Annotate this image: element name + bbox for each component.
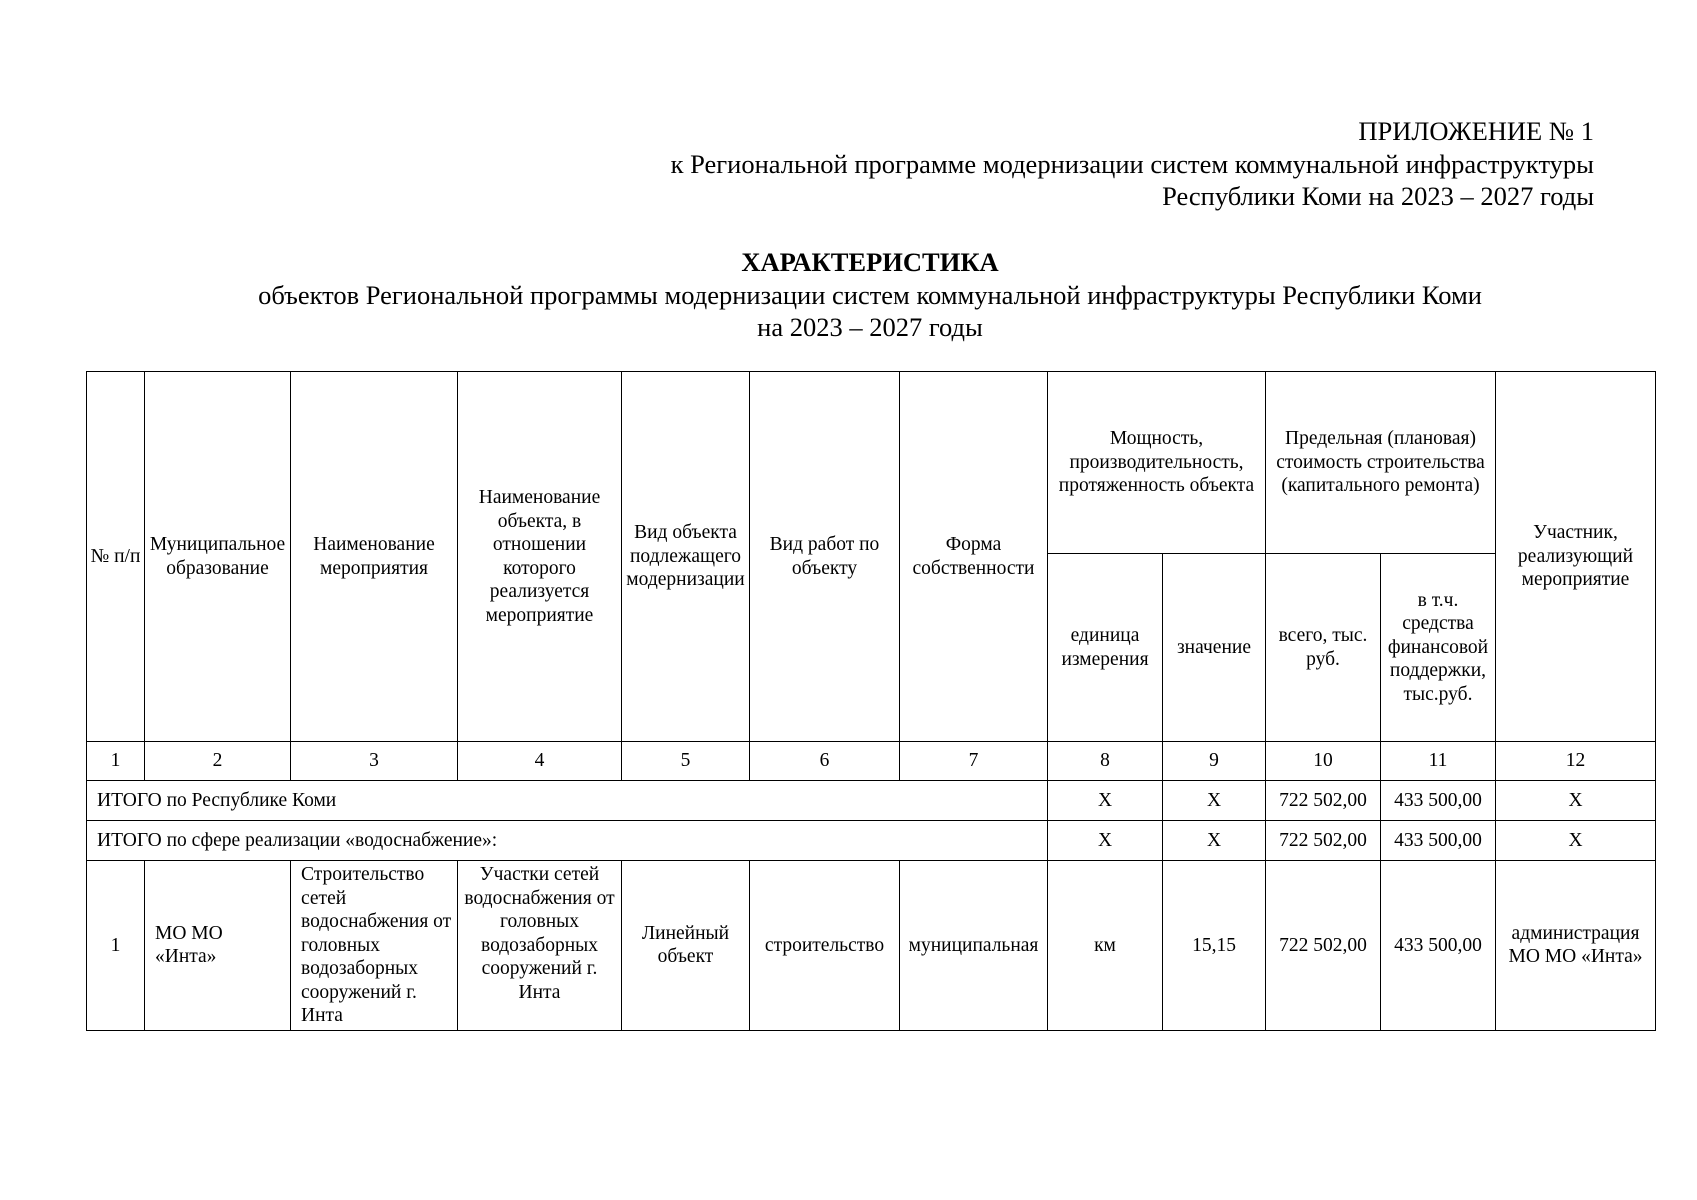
- row-object: Участки сетей водоснабжения от головных водозаборных сооружений г. Инта: [458, 861, 622, 1031]
- row-object-type: Линейный объект: [622, 861, 750, 1031]
- column-number: 1: [87, 742, 145, 781]
- table-row: [87, 861, 1656, 1031]
- header-cost-support: в т.ч. средства финансовой поддержки, тыс.руб.: [1381, 554, 1496, 742]
- header-object-type: Вид объекта подлежащего модернизации: [622, 372, 750, 742]
- total-cost: 722 502,00: [1266, 821, 1381, 861]
- header-capacity-group: Мощность, производительность, протяженность объекта: [1048, 372, 1266, 554]
- column-number: 6: [750, 742, 900, 781]
- appendix-block: [671, 115, 1594, 213]
- row-number: 1: [87, 861, 145, 1031]
- row-ownership: муниципальная: [900, 861, 1048, 1031]
- column-number: 9: [1163, 742, 1266, 781]
- row-cost-total: 722 502,00: [1266, 861, 1381, 1031]
- row-unit: км: [1048, 861, 1163, 1031]
- total-support: 433 500,00: [1381, 781, 1496, 821]
- header-ownership: Форма собственности: [900, 372, 1048, 742]
- header-cost-total: всего, тыс. руб.: [1266, 554, 1381, 742]
- header-work-type: Вид работ по объекту: [750, 372, 900, 742]
- row-participant: администрация МО МО «Инта»: [1496, 861, 1656, 1031]
- appendix-reference-years: Республики Коми на 2023 – 2027 годы: [1162, 181, 1594, 211]
- total-row-republic: [87, 781, 1656, 821]
- column-number-row: [87, 742, 1656, 781]
- header-cost-group: Предельная (плановая) стоимость строительства (капитального ремонта): [1266, 372, 1496, 554]
- total-participant: Х: [1496, 781, 1656, 821]
- column-number: 2: [145, 742, 291, 781]
- header-participant: Участник, реализующий мероприятие: [1496, 372, 1656, 742]
- row-measure: Строительство сетей водоснабжения от головных водозаборных сооружений г. Инта: [291, 861, 458, 1031]
- column-number: 4: [458, 742, 622, 781]
- header-number: № п/п: [87, 372, 145, 742]
- appendix-number: ПРИЛОЖЕНИЕ № 1: [1358, 116, 1594, 146]
- appendix-reference: к Региональной программе модернизации систем коммунальной инфраструктуры: [670, 148, 1594, 179]
- total-value: Х: [1163, 821, 1266, 861]
- row-cost-support: 433 500,00: [1381, 861, 1496, 1031]
- characteristics-table: [86, 371, 1656, 1031]
- column-number: 12: [1496, 742, 1656, 781]
- total-unit: Х: [1048, 821, 1163, 861]
- column-number: 10: [1266, 742, 1381, 781]
- total-label: ИТОГО по сфере реализации «водоснабжение»:: [87, 821, 1048, 861]
- header-object: Наименование объекта, в отношении которого реализуется мероприятие: [458, 372, 622, 742]
- document-subtitle-years: на 2023 – 2027 годы: [757, 312, 983, 342]
- document-heading: [140, 246, 1600, 344]
- column-number: 3: [291, 742, 458, 781]
- column-number: 7: [900, 742, 1048, 781]
- header-measure: Наименование мероприятия: [291, 372, 458, 742]
- header-value: значение: [1163, 554, 1266, 742]
- document-subtitle: объектов Региональной программы модернизации систем коммунальной инфраструктуры Республики Коми: [258, 279, 1482, 310]
- column-number: 8: [1048, 742, 1163, 781]
- total-unit: Х: [1048, 781, 1163, 821]
- row-work-type: строительство: [750, 861, 900, 1031]
- column-number: 11: [1381, 742, 1496, 781]
- total-value: Х: [1163, 781, 1266, 821]
- header-unit: единица измерения: [1048, 554, 1163, 742]
- row-municipality: МО МО «Инта»: [145, 861, 291, 1031]
- document-title: ХАРАКТЕРИСТИКА: [741, 247, 999, 277]
- total-participant: Х: [1496, 821, 1656, 861]
- header-row-top: [87, 372, 1656, 554]
- header-municipality: Муниципальное образование: [145, 372, 291, 742]
- row-value: 15,15: [1163, 861, 1266, 1031]
- total-label: ИТОГО по Республике Коми: [87, 781, 1048, 821]
- total-row-water-supply: [87, 821, 1656, 861]
- total-support: 433 500,00: [1381, 821, 1496, 861]
- column-number: 5: [622, 742, 750, 781]
- total-cost: 722 502,00: [1266, 781, 1381, 821]
